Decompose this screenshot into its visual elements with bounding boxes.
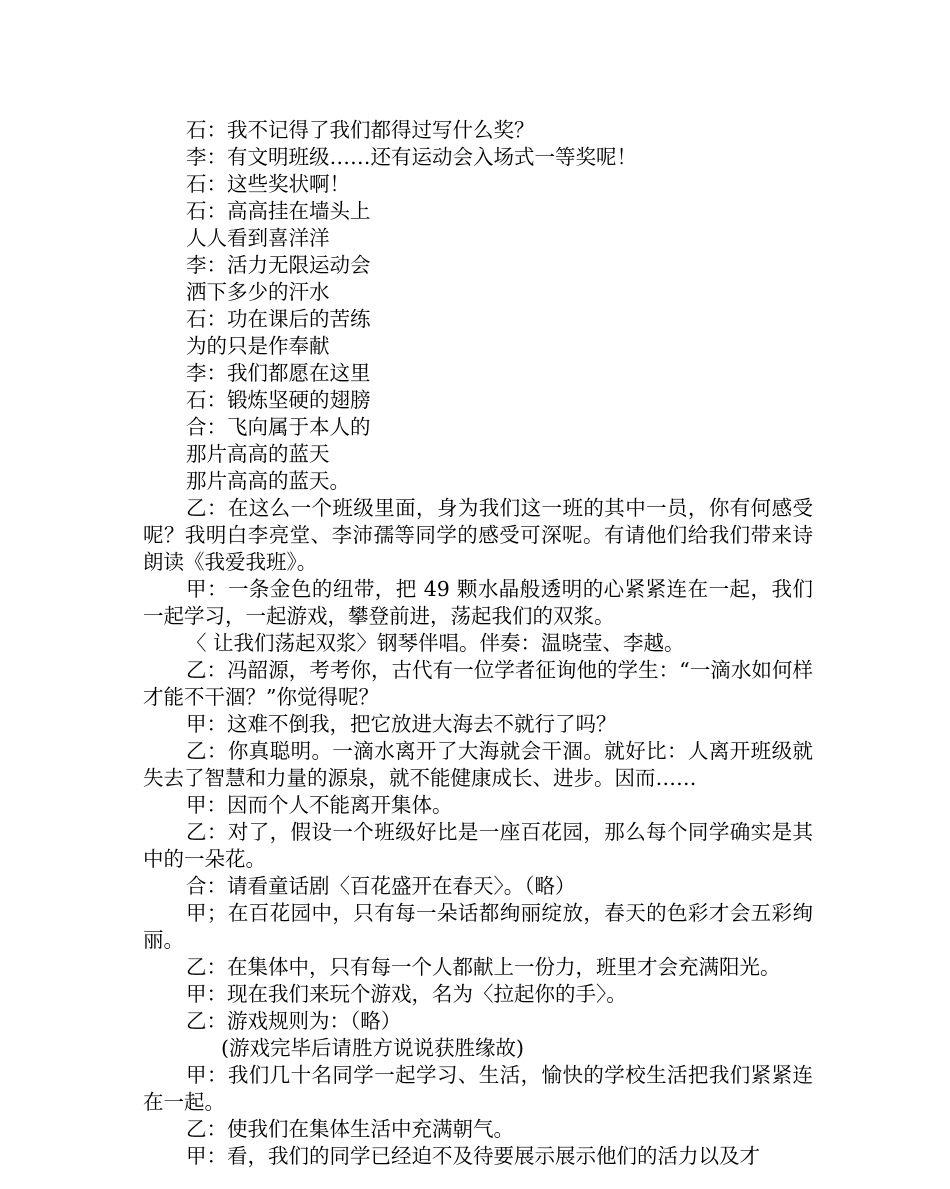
document-body bbox=[143, 117, 813, 1170]
dialogue-paragraph: 甲：我们几十名同学一起学习、生活，愉快的学校生活把我们紧紧连在一起。 bbox=[143, 1063, 813, 1114]
dialogue-paragraph: 甲：看，我们的同学已经迫不及待要展示展示他们的活力以及才 bbox=[186, 1144, 760, 1168]
dialogue-paragraph: 乙：游戏规则为：（略） bbox=[186, 1009, 402, 1033]
dialogue-paragraph: 甲：现在我们来玩个游戏，名为〈拉起你的手〉。 bbox=[186, 982, 627, 1006]
dialogue-paragraph: 乙：你真聪明。一滴水离开了大海就会干涸。就好比：人离开班级就失去了智慧和力量的源泉，就不能健康成长、进步。因而…… bbox=[143, 739, 813, 790]
dialogue-paragraph: 乙：在这么一个班级里面，身为我们这一班的其中一员，你有何感受呢？我明白李亮堂、李沛孺等同学的感受可深呢。有请他们给我们带来诗朗读《我爱我班》。 bbox=[143, 496, 813, 574]
script-line: 石：这些奖状啊！ bbox=[186, 172, 350, 196]
script-line: 石：我不记得了我们都得过写什么奖？ bbox=[186, 118, 535, 142]
dialogue-paragraph: 甲：一条金色的纽带，把 49 颗水晶般透明的心紧紧连在一起，我们一起学习，一起游戏，攀登前进，荡起我们的双浆。 bbox=[143, 577, 813, 628]
stage-direction: 〈 让我们荡起双浆〉钢琴伴唱。伴奏：温晓莹、李越。 bbox=[186, 631, 685, 655]
dialogue-paragraph: 甲：因而个人不能离开集体。 bbox=[186, 793, 453, 817]
script-line: 石：高高挂在墙头上 bbox=[186, 199, 371, 223]
dialogue-paragraph: 乙：在集体中，只有每一个人都献上一份力，班里才会充满阳光。 bbox=[186, 955, 781, 979]
dialogue-paragraph: 乙：使我们在集体生活中充满朝气。 bbox=[186, 1117, 514, 1141]
script-line: 李：我们都愿在这里 bbox=[186, 361, 371, 385]
dialogue-paragraph: 乙：冯韶源，考考你，古代有一位学者征询他的学生：“一滴水如何样才能不干涸？”你觉得呢？ bbox=[143, 658, 813, 709]
script-line: 人人看到喜洋洋 bbox=[186, 226, 330, 250]
dialogue-paragraph: 乙：对了，假设一个班级好比是一座百花园，那么每个同学确实是其中的一朵花。 bbox=[143, 820, 813, 871]
script-line: 李：活力无限运动会 bbox=[186, 253, 371, 277]
script-line: 石：锻炼坚硬的翅膀 bbox=[186, 388, 371, 412]
dialogue-paragraph: 甲：这难不倒我，把它放进大海去不就行了吗？ bbox=[186, 712, 617, 736]
dialogue-paragraph: 合：请看童话剧〈百花盛开在春天〉。（略） bbox=[186, 874, 576, 898]
dialogue-paragraph: 甲；在百花园中，只有每一朵话都绚丽绽放，春天的色彩才会五彩绚丽。 bbox=[143, 901, 813, 952]
script-line: 洒下多少的汗水 bbox=[186, 280, 330, 304]
script-line: 石：功在课后的苦练 bbox=[186, 307, 371, 331]
stage-direction: (游戏完毕后请胜方说说获胜缘故) bbox=[221, 1036, 524, 1060]
script-line: 那片高高的蓝天 bbox=[186, 442, 330, 466]
script-line: 那片高高的蓝天。 bbox=[186, 469, 350, 493]
script-line: 为的只是作奉献 bbox=[186, 334, 330, 358]
script-line: 合：飞向属于本人的 bbox=[186, 415, 371, 439]
script-line: 李：有文明班级……还有运动会入场式一等奖呢！ bbox=[186, 145, 637, 169]
